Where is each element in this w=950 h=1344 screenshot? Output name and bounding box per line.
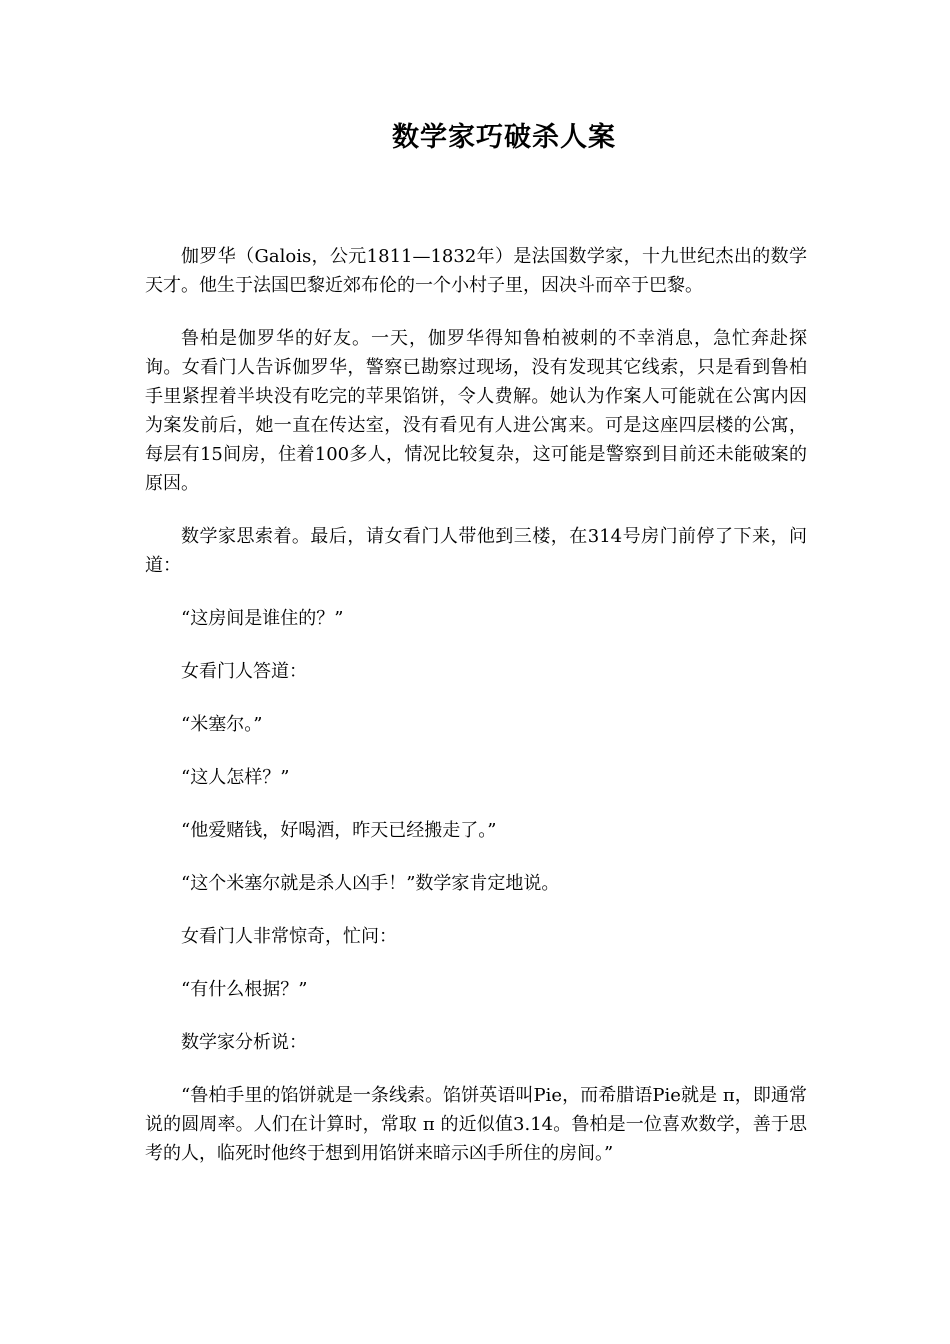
document-title: 数学家巧破杀人案 <box>392 122 616 153</box>
paragraph: 数学家思索着。最后，请女看门人带他到三楼，在314号房门前停了下来，问道： <box>145 526 807 576</box>
paragraph: 鲁柏是伽罗华的好友。一天，伽罗华得知鲁柏被刺的不幸消息，急忙奔赴探询。女看门人告诉伽罗华，警察已勘察过现场，没有发现其它线索，只是看到鲁柏手里紧捏着半块没有吃完的苹果馅饼，令人费解。她认为作案人可能就在公寓内因为案发前后，她一直在传达室，没有看见有人进公寓来。可是这座四层楼的公寓，每层有15间房，住着100多人，情况比较复杂，这可能是警察到目前还未能破案的原因。 <box>145 328 807 494</box>
paragraph: “这个米塞尔就是杀人凶手！”数学家肯定地说。 <box>181 873 560 894</box>
paragraph: “鲁柏手里的馅饼就是一条线索。馅饼英语叫Pie，而希腊语Pie就是 π，即通常说的圆周率。人们在计算时，常取 π 的近似值3.14。鲁柏是一位喜欢数学，善于思考的人，临死时他终于想到用馅饼来暗示凶手所住的房间。” <box>145 1085 807 1164</box>
paragraph: 女看门人答道： <box>181 661 307 682</box>
paragraph: “米塞尔。” <box>181 714 263 735</box>
paragraph: “有什么根据？” <box>181 979 308 1000</box>
paragraph: 数学家分析说： <box>181 1032 307 1053</box>
document-body <box>145 242 807 1192</box>
paragraph: 伽罗华（Galois，公元1811—1832年）是法国数学家，十九世纪杰出的数学天才。他生于法国巴黎近郊布伦的一个小村子里，因决斗而卒于巴黎。 <box>145 246 807 296</box>
paragraph: “这人怎样？” <box>181 767 290 788</box>
paragraph: “这房间是谁住的？” <box>181 608 344 629</box>
paragraph: 女看门人非常惊奇，忙问： <box>181 926 397 947</box>
paragraph: “他爱赌钱，好喝酒，昨天已经搬走了。” <box>181 820 497 841</box>
